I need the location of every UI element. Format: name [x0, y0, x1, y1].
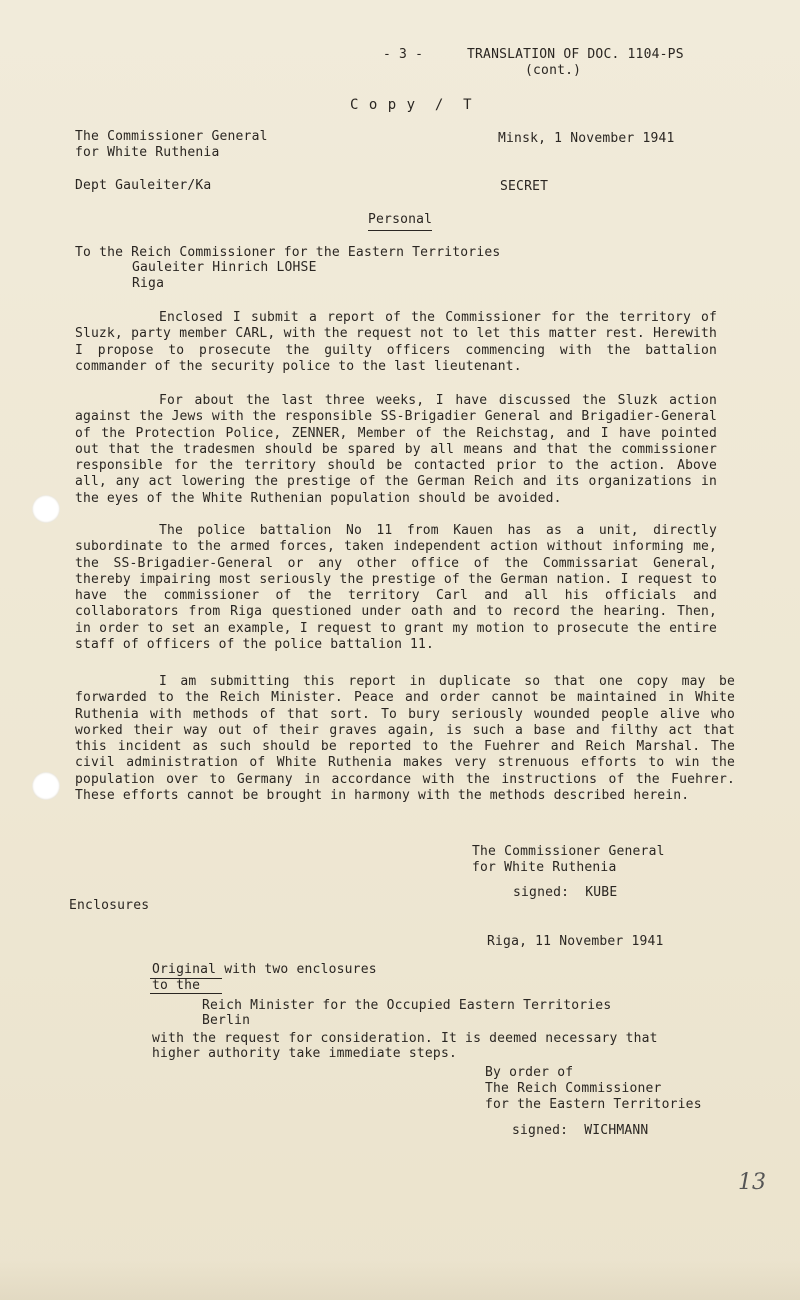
punch-hole-upper — [32, 495, 60, 523]
signature-2-line-3: for the Eastern Territories — [485, 1097, 702, 1112]
body-paragraph-2-text: For about the last three weeks, I have discussed the Sluzk action against the Jews with the responsible SS-Brigadier General and Brigadier-General of the Protection Police, ZENNER, Member of the Reichstag, and I have pointed out that the tradesmen should be spared by all means and that the commissioner responsible for the territory should be contacted prior to the action. Above all, any act lowering the prestige of the German Reich and its organizations in the eyes of the White Ruthenian population should be avoided. — [75, 393, 717, 506]
body-paragraph-4-text: I am submitting this report in duplicate so that one copy may be forwarded to the Reich Minister. Peace and order cannot be maintained in White Ruthenia with methods of that sort. To bury seriously wounded people alive who worked their way out of their graves again, is such a base and filthy act that this incident as such should be reported to the Fuehrer and Reich Marshal. The civil administration of White Ruthenia makes very strenuous efforts to win the population over to Germany in accordance with the instructions of the Fuehrer. These efforts cannot be brought in harmony with the methods described herein. — [75, 674, 735, 804]
body-paragraph-3 — [75, 523, 717, 653]
body-paragraph-4 — [75, 674, 735, 804]
signature-1-line-2: for White Ruthenia — [472, 860, 617, 875]
classification: SECRET — [500, 179, 549, 194]
signature-1-signed: signed: KUBE — [513, 885, 618, 900]
personal-heading: Personal — [368, 212, 432, 231]
forwarding-request-1: with the request for consideration. It is deemed necessary that — [152, 1031, 658, 1046]
forwarding-original-line — [152, 962, 377, 979]
signature-1-line-1: The Commissioner General — [472, 844, 665, 859]
forwarding-place-date: Riga, 11 November 1941 — [487, 934, 664, 949]
forwarding-request-2: higher authority take immediate steps. — [152, 1046, 458, 1061]
sender-line-1: The Commissioner General — [75, 129, 268, 144]
paper-edge-shading — [0, 1260, 800, 1300]
to-the-underline — [150, 993, 222, 994]
signature-2-line-1: By order of — [485, 1065, 574, 1080]
body-paragraph-1 — [75, 310, 717, 375]
signature-2-signed: signed: WICHMANN — [512, 1123, 649, 1138]
signature-2-line-2: The Reich Commissioner — [485, 1081, 662, 1096]
copy-label: C o p y / T — [350, 97, 473, 113]
recipient-line-2: Gauleiter Hinrich LOHSE — [132, 260, 317, 275]
punch-hole-lower — [32, 772, 60, 800]
department-ref: Dept Gauleiter/Ka — [75, 178, 212, 193]
recipient-line-1: To the Reich Commissioner for the Eastern Territories — [75, 245, 501, 260]
handwritten-page-number: 13 — [738, 1170, 766, 1195]
forwarding-to-the: to the — [152, 978, 201, 993]
body-paragraph-1-text: Enclosed I submit a report of the Commissioner for the territory of Sluzk, party member CARL, with the request not to let this matter rest. Herewith I propose to prosecute the guilty officers commencing with the battalion commander of the security police to the last lieutenant. — [75, 310, 717, 374]
recipient-line-3: Riga — [132, 276, 165, 291]
page-marker: - 3 - — [383, 47, 424, 62]
translation-title: TRANSLATION OF DOC. 1104-PS — [467, 47, 684, 62]
original-word: Original — [152, 962, 217, 977]
place-date: Minsk, 1 November 1941 — [498, 131, 675, 146]
forwarding-addressee-2: Berlin — [202, 1013, 251, 1028]
body-paragraph-2 — [75, 393, 717, 507]
original-rest: with two enclosures — [216, 962, 377, 977]
translation-cont: (cont.) — [525, 63, 582, 78]
enclosures-label: Enclosures — [69, 898, 150, 913]
body-paragraph-3-text: The police battalion No 11 from Kauen has as a unit, directly subordinate to the armed forces, taken independent action without informing me, the SS-Brigadier-General or any other office of the Commissariat General, thereby impairing most seriously the prestige of the German nation. I request to have the commissioner of the territory Carl and all his officials and collaborators from Riga questioned under oath and to record the hearing. Then, in order to set an example, I request to grant my motion to prosecute the entire staff of officers of the police battalion 11. — [75, 523, 717, 653]
sender-line-2: for White Ruthenia — [75, 145, 220, 160]
forwarding-addressee-1: Reich Minister for the Occupied Eastern Territories — [202, 998, 612, 1013]
